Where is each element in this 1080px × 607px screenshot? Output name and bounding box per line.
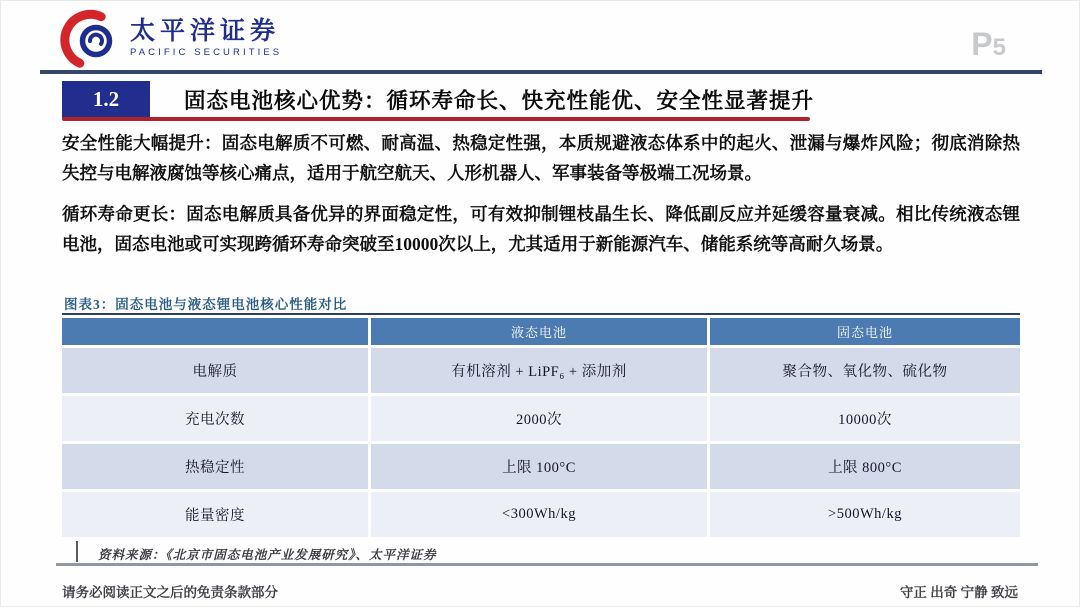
comparison-table xyxy=(62,318,1020,537)
table-header-liquid-battery: 液态电池 xyxy=(371,318,707,345)
logo-name-en: PACIFIC SECURITIES xyxy=(130,47,283,59)
source-note: 资料来源：《北京市固态电池产业发展研究》、太平洋证券 xyxy=(98,548,437,562)
page-footer xyxy=(62,581,1018,601)
figure-caption: 图表3：固态电池与液态锂电池核心性能对比 xyxy=(64,297,348,312)
source-left-tick xyxy=(76,541,78,562)
footer-disclaimer: 请务必阅读正文之后的免责条款部分 xyxy=(62,585,278,600)
body-text xyxy=(62,128,1020,270)
paragraph-safety xyxy=(62,128,1020,188)
table-cell-thermal-liquid: 上限 100°C xyxy=(371,444,707,489)
table-cell-thermal-label: 热稳定性 xyxy=(62,444,368,489)
page-number: P5 xyxy=(971,26,1006,62)
table-cell-thermal-solid: 上限 800°C xyxy=(710,444,1020,489)
table-cell-density-solid: >500Wh/kg xyxy=(710,492,1020,537)
section-title-bar xyxy=(62,80,1022,118)
table-header-solid-battery: 固态电池 xyxy=(710,318,1020,345)
table-cell-electrolyte-liquid: 有机溶剂 + LiPF₆ + 添加剂 xyxy=(371,348,707,393)
table-cell-density-liquid: <300Wh/kg xyxy=(371,492,707,537)
header-divider xyxy=(40,70,1042,74)
company-logo xyxy=(60,8,282,68)
table-cell-electrolyte-label: 电解质 xyxy=(62,348,368,393)
table-cell-cycles-liquid: 2000次 xyxy=(371,396,707,441)
caption-divider xyxy=(62,313,1020,315)
paragraph-cycle-life xyxy=(62,199,1020,259)
logo-name-cn: 太平洋证券 xyxy=(130,17,281,45)
paragraph-cycle-life-text: 固态电解质具备优异的界面稳定性，可有效抑制锂枝晶生长、降低副反应并延缓容量衰减。相比传统液态锂电池，固态电池或可实现跨循环寿命突破至10000次以上，尤其适用于新能源汽车、储能系统等高耐久场景。 xyxy=(62,204,1020,255)
footer-motto: 守正 出奇 宁静 致远 xyxy=(899,585,1018,600)
paragraph-safety-text: 固态电解质不可燃、耐高温、热稳定性强，本质规避液态体系中的起火、泄漏与爆炸风险；彻底消除热失控与电解液腐蚀等核心痛点，适用于航空航天、人形机器人、军事装备等极端工况场景。 xyxy=(62,133,1021,184)
pacific-securities-logo-icon xyxy=(60,8,122,68)
section-number-badge: 1.2 xyxy=(62,81,150,118)
footer-divider xyxy=(56,563,1038,566)
table-cell-electrolyte-solid: 聚合物、氧化物、硫化物 xyxy=(710,348,1020,393)
paragraph-cycle-life-lead: 循环寿命更长： xyxy=(62,204,187,225)
page-title: 固态电池核心优势：循环寿命长、快充性能优、安全性显著提升 xyxy=(184,88,815,113)
table-header-blank xyxy=(62,318,368,345)
title-red-underline xyxy=(62,117,810,121)
table-cell-density-label: 能量密度 xyxy=(62,492,368,537)
table-cell-cycles-label: 充电次数 xyxy=(62,396,368,441)
logo-text xyxy=(130,18,282,59)
paragraph-safety-lead: 安全性能大幅提升： xyxy=(62,133,222,153)
table-cell-cycles-solid: 10000次 xyxy=(710,396,1020,441)
